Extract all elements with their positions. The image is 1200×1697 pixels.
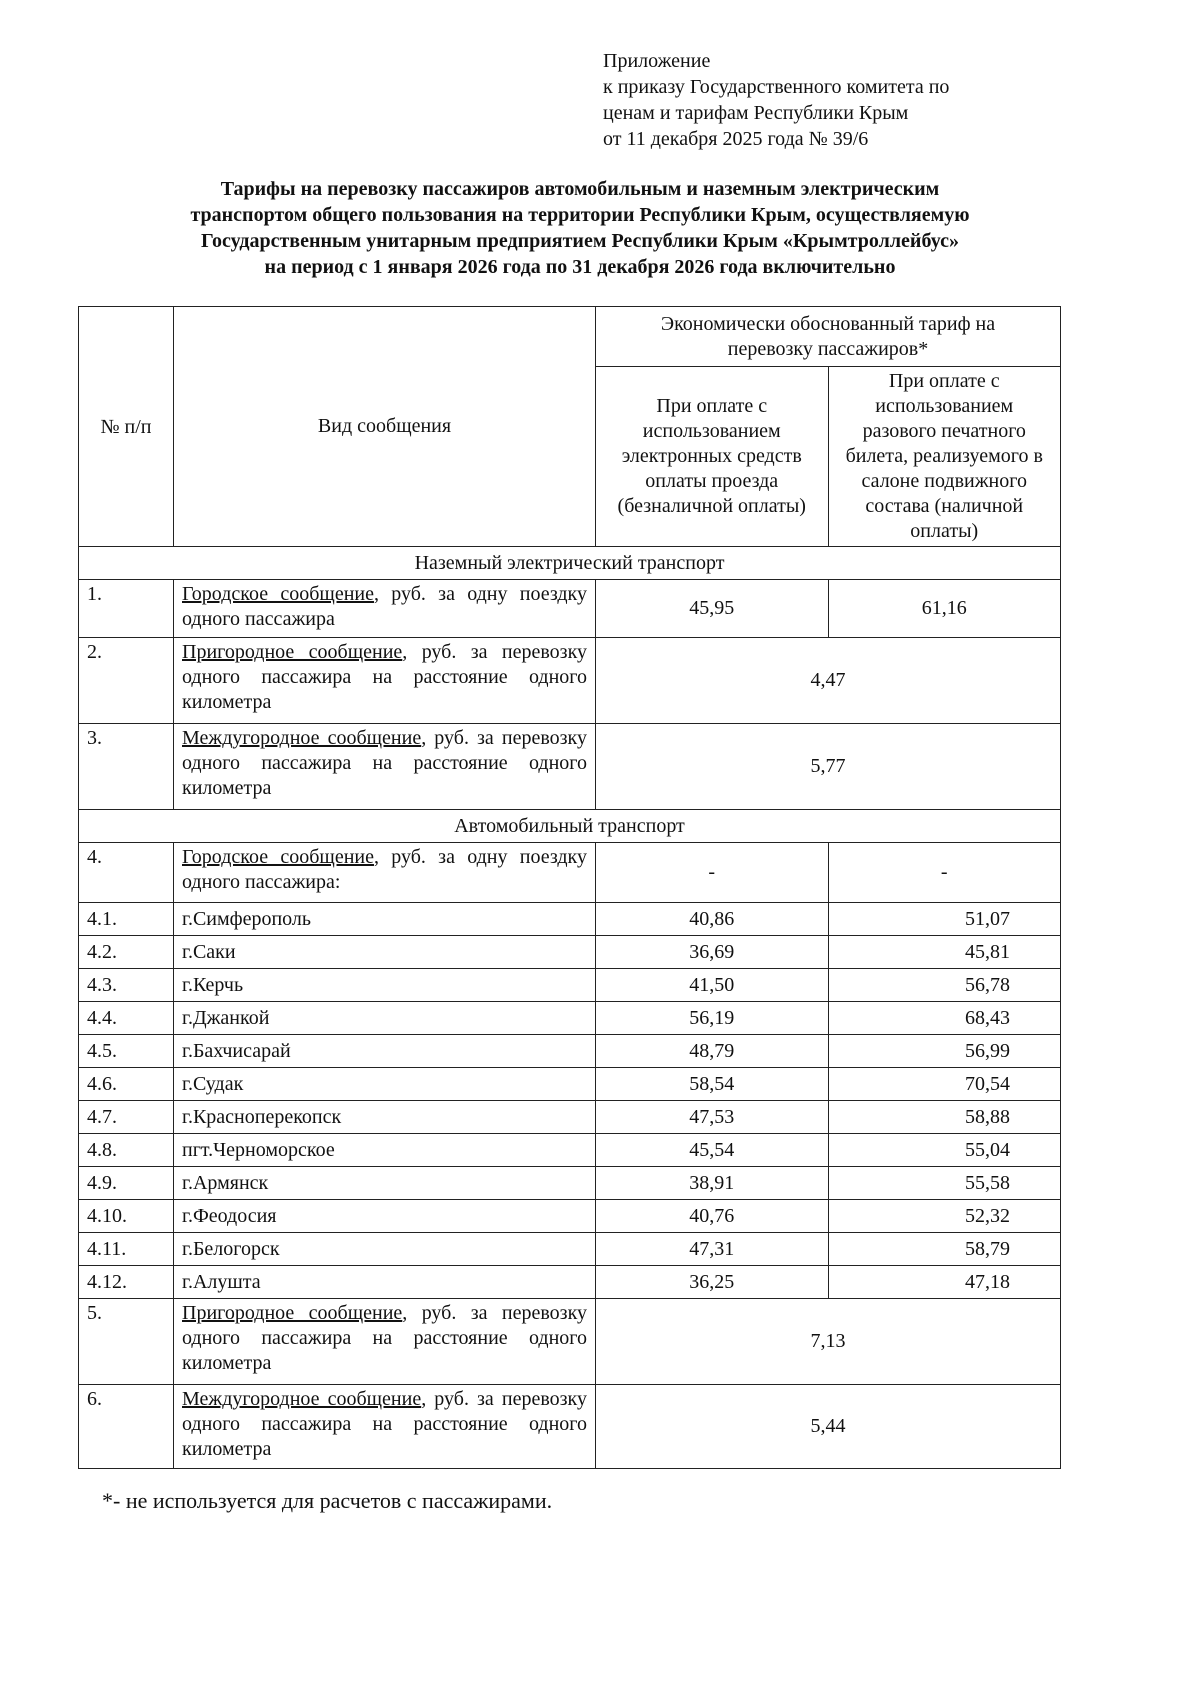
cash-value: 56,78	[828, 969, 1061, 1002]
row-kind: Междугородное сообщение	[182, 727, 422, 749]
city-row	[79, 1068, 1061, 1101]
table-row	[79, 1385, 1061, 1469]
tariff-value: 7,13	[596, 1299, 1061, 1385]
city-row	[79, 1002, 1061, 1035]
row-number: 4.5.	[79, 1035, 174, 1068]
cash-value: -	[828, 843, 1061, 903]
city-row	[79, 1233, 1061, 1266]
city-row	[79, 1200, 1061, 1233]
cash-value: 52,32	[828, 1200, 1061, 1233]
row-kind: Пригородное сообщение	[182, 641, 403, 663]
city-name: г.Красноперекопск	[174, 1101, 596, 1134]
header-number: № п/п	[79, 307, 174, 547]
row-number: 4.6.	[79, 1068, 174, 1101]
row-number: 4.12.	[79, 1266, 174, 1299]
appendix-line: к приказу Государственного комитета по	[603, 76, 950, 98]
cash-value: 56,99	[828, 1035, 1061, 1068]
city-row	[79, 936, 1061, 969]
city-row	[79, 1167, 1061, 1200]
row-description	[174, 843, 596, 903]
table-row	[79, 724, 1061, 810]
cash-value: 70,54	[828, 1068, 1061, 1101]
row-desc: , руб. за перевозку одного пассажира на расстояние одного километра	[182, 1302, 588, 1374]
tariff-value: 4,47	[596, 638, 1061, 724]
appendix-block	[603, 48, 949, 152]
cashless-value: 47,53	[596, 1101, 829, 1134]
city-name: г.Алушта	[174, 1266, 596, 1299]
row-desc: , руб. за одну поездку одного пассажира	[182, 583, 587, 630]
row-number: 6.	[79, 1385, 174, 1469]
appendix-line: ценам и тарифам Республики Крым	[603, 102, 909, 124]
row-number: 4.10.	[79, 1200, 174, 1233]
city-name: г.Судак	[174, 1068, 596, 1101]
row-number: 1.	[79, 580, 174, 638]
row-number: 4.9.	[79, 1167, 174, 1200]
section-electric: Наземный электрический транспорт	[79, 547, 1061, 580]
cashless-value: 36,69	[596, 936, 829, 969]
city-row	[79, 1101, 1061, 1134]
row-description	[174, 1299, 596, 1385]
cash-value: 58,79	[828, 1233, 1061, 1266]
title-line: Тарифы на перевозку пассажиров автомобильным и наземным электрическим	[220, 178, 940, 200]
row-number: 4.11.	[79, 1233, 174, 1266]
city-name: г.Феодосия	[174, 1200, 596, 1233]
cash-value: 58,88	[828, 1101, 1061, 1134]
title-line: на период с 1 января 2026 года по 31 декабря 2026 года включительно	[264, 256, 896, 278]
row-number: 2.	[79, 638, 174, 724]
row-kind: Междугородное сообщение	[182, 1388, 422, 1410]
appendix-line: от 11 декабря 2025 года № 39/6	[603, 128, 869, 150]
cash-value: 61,16	[828, 580, 1061, 638]
city-row	[79, 903, 1061, 936]
row-number: 4.	[79, 843, 174, 903]
header-tariff-group: Экономически обоснованный тариф на перевозку пассажиров*	[596, 307, 1061, 367]
city-name: г.Саки	[174, 936, 596, 969]
row-kind: Городское сообщение	[182, 846, 374, 868]
cash-value: 68,43	[828, 1002, 1061, 1035]
cashless-value: 56,19	[596, 1002, 829, 1035]
table-row	[79, 843, 1061, 903]
cashless-value: 48,79	[596, 1035, 829, 1068]
city-name: г.Белогорск	[174, 1233, 596, 1266]
footnote: *- не используется для расчетов с пассажирами.	[102, 1488, 553, 1513]
row-number: 4.8.	[79, 1134, 174, 1167]
tariff-value: 5,77	[596, 724, 1061, 810]
cash-value: 55,58	[828, 1167, 1061, 1200]
row-number: 4.7.	[79, 1101, 174, 1134]
table-row	[79, 580, 1061, 638]
appendix-line: Приложение	[603, 50, 711, 72]
tariff-value: 5,44	[596, 1385, 1061, 1469]
cash-value: 45,81	[828, 936, 1061, 969]
city-row	[79, 969, 1061, 1002]
cashless-value: 45,95	[596, 580, 829, 638]
section-auto: Автомобильный транспорт	[79, 810, 1061, 843]
cash-value: 55,04	[828, 1134, 1061, 1167]
document-title	[90, 176, 1070, 280]
header-type: Вид сообщения	[174, 307, 596, 547]
row-description	[174, 638, 596, 724]
table-row	[79, 1299, 1061, 1385]
cash-value: 51,07	[828, 903, 1061, 936]
row-number: 4.3.	[79, 969, 174, 1002]
row-number: 4.1.	[79, 903, 174, 936]
row-number: 4.2.	[79, 936, 174, 969]
row-number: 5.	[79, 1299, 174, 1385]
city-name: г.Симферополь	[174, 903, 596, 936]
title-line: транспортом общего пользования на территории Республики Крым, осуществляемую	[190, 204, 970, 226]
row-description	[174, 1385, 596, 1469]
cash-value: 47,18	[828, 1266, 1061, 1299]
row-desc: , руб. за перевозку одного пассажира на расстояние одного километра	[182, 727, 587, 799]
row-number: 3.	[79, 724, 174, 810]
table-row	[79, 638, 1061, 724]
city-row	[79, 1035, 1061, 1068]
row-kind: Городское сообщение	[182, 583, 374, 605]
title-line: Государственным унитарным предприятием Республики Крым «Крымтроллейбус»	[201, 230, 959, 252]
cashless-value: 41,50	[596, 969, 829, 1002]
header-cash: При оплате с использованием разового печатного билета, реализуемого в салоне подвижного состава (наличной оплаты)	[828, 367, 1061, 547]
cashless-value: 45,54	[596, 1134, 829, 1167]
row-desc: , руб. за перевозку одного пассажира на расстояние одного километра	[182, 1388, 587, 1460]
row-number: 4.4.	[79, 1002, 174, 1035]
cashless-value: -	[596, 843, 829, 903]
city-row	[79, 1266, 1061, 1299]
city-row	[79, 1134, 1061, 1167]
cashless-value: 47,31	[596, 1233, 829, 1266]
city-name: г.Бахчисарай	[174, 1035, 596, 1068]
row-description	[174, 580, 596, 638]
row-description	[174, 724, 596, 810]
row-desc: , руб. за одну поездку одного пассажира:	[182, 846, 587, 893]
city-name: г.Керчь	[174, 969, 596, 1002]
header-cashless: При оплате с использованием электронных средств оплаты проезда (безналичной оплаты)	[596, 367, 829, 547]
tariff-table	[78, 306, 1061, 1469]
row-desc: , руб. за перевозку одного пассажира на расстояние одного километра	[182, 641, 588, 713]
city-name: г.Армянск	[174, 1167, 596, 1200]
cashless-value: 36,25	[596, 1266, 829, 1299]
cashless-value: 38,91	[596, 1167, 829, 1200]
cashless-value: 40,76	[596, 1200, 829, 1233]
city-name: пгт.Черноморское	[174, 1134, 596, 1167]
cashless-value: 58,54	[596, 1068, 829, 1101]
row-kind: Пригородное сообщение	[182, 1302, 403, 1324]
city-name: г.Джанкой	[174, 1002, 596, 1035]
cashless-value: 40,86	[596, 903, 829, 936]
